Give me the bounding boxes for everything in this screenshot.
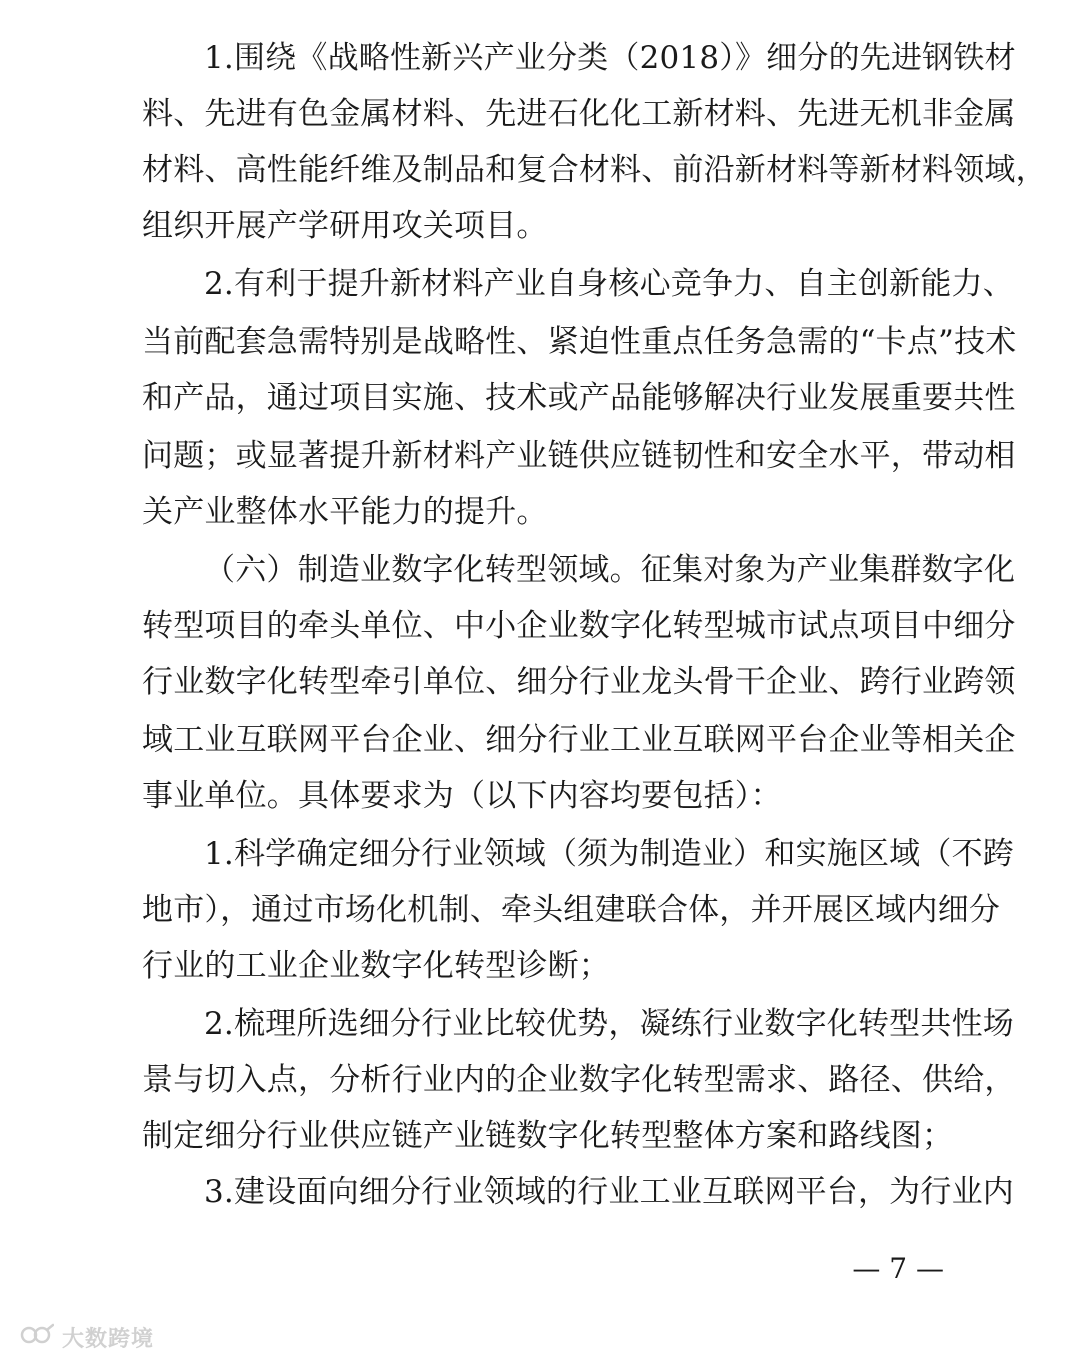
text-line: 制定细分行业供应链产业链数字化转型整体方案和路线图； (142, 1118, 954, 1154)
text-line: 料、先进有色金属材料、先进石化化工新材料、先进无机非金属 (142, 96, 1016, 132)
text-line: 2.梳理所选细分行业比较优势，凝练行业数字化转型共性场 (204, 1006, 1014, 1042)
text-line: 当前配套急需特别是战略性、紧迫性重点任务急需的“卡点”技术 (142, 324, 1017, 360)
text-line: 关产业整体水平能力的提升。 (142, 494, 548, 530)
text-line: 1.科学确定细分行业领域（须为制造业）和实施区域（不跨 (204, 836, 1014, 872)
text-line: 域工业互联网平台企业、细分行业工业互联网平台企业等相关企 (142, 722, 1016, 758)
text-line: 行业数字化转型牵引单位、细分行业龙头骨干企业、跨行业跨领 (142, 664, 1016, 700)
text-line: 转型项目的牵头单位、中小企业数字化转型城市试点项目中细分 (142, 608, 1016, 644)
text-line: 3.建设面向细分行业领域的行业工业互联网平台，为行业内 (204, 1174, 1014, 1210)
text-line: 行业的工业企业数字化转型诊断； (142, 948, 610, 984)
watermark-text: 大数跨境 (62, 1326, 155, 1352)
page-number: — 7 — (852, 1252, 944, 1285)
text-line: 地市），通过市场化机制、牵头组建联合体，并开展区域内细分 (142, 892, 1001, 928)
watermark (20, 1322, 154, 1352)
text-line: 问题；或显著提升新材料产业链供应链韧性和安全水平，带动相 (142, 438, 1016, 474)
text-line: 景与切入点，分析行业内的企业数字化转型需求、路径、供给， (142, 1062, 1016, 1098)
text-line: 材料、高性能纤维及制品和复合材料、前沿新材料等新材料领域， (142, 152, 1047, 188)
text-line: 和产品，通过项目实施、技术或产品能够解决行业发展重要共性 (142, 380, 1016, 416)
section-heading-line: （六）制造业数字化转型领域。征集对象为产业集群数字化 (204, 552, 1016, 588)
text-line: 事业单位。具体要求为（以下内容均要包括）： (142, 778, 782, 814)
brand-logo-icon (20, 1323, 54, 1351)
text-line: 组织开展产学研用攻关项目。 (142, 208, 548, 244)
text-line: 2.有利于提升新材料产业自身核心竞争力、自主创新能力、 (204, 266, 1014, 302)
text-line: 1.围绕《战略性新兴产业分类（2018）》细分的先进钢铁材 (204, 40, 1016, 76)
